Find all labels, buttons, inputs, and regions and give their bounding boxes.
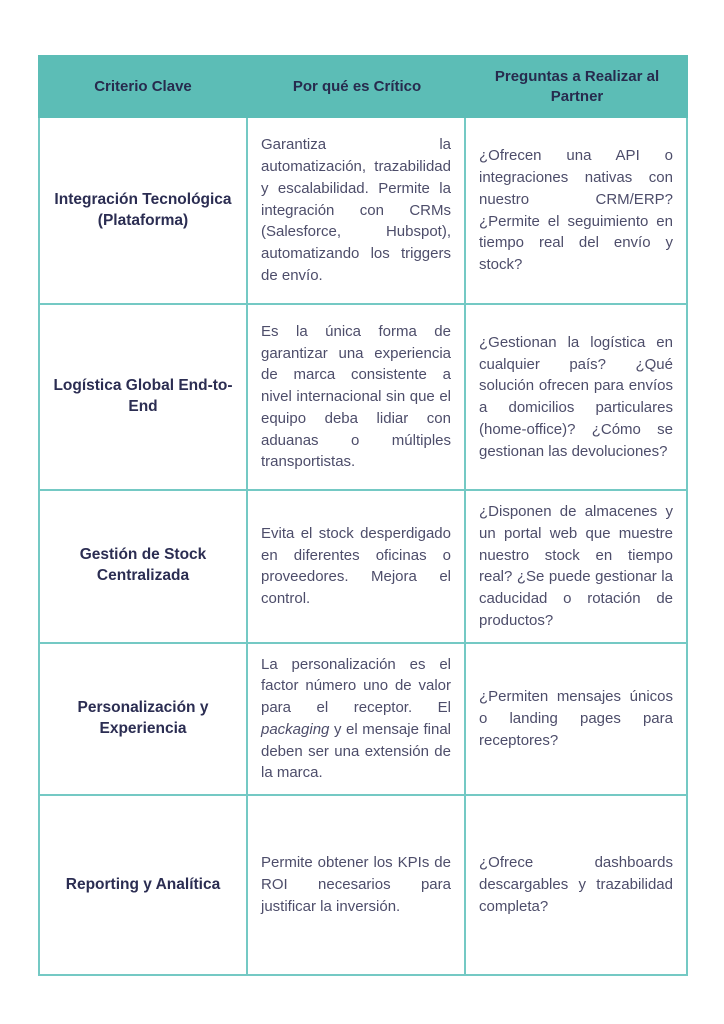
header-preguntas-partner: Preguntas a Realizar al Partner bbox=[494, 68, 660, 105]
header-por-que-es-critico: Por qué es Crítico bbox=[292, 77, 422, 95]
criterio-cell bbox=[40, 796, 248, 974]
preguntas-cell bbox=[466, 118, 686, 305]
critico-cell bbox=[248, 305, 466, 491]
preguntas-cell bbox=[466, 305, 686, 491]
table-row-integracion-tecnologica bbox=[40, 118, 686, 305]
preguntas-cell bbox=[466, 796, 686, 974]
partner-criteria-table bbox=[38, 55, 688, 976]
critico-text: Evita el stock desperdigado en diferentes oficinas o proveedores. Mejora el control. bbox=[261, 524, 451, 607]
critico-text-italic-word: packaging bbox=[261, 720, 330, 738]
criterio-label: Logística Global End-to-End bbox=[53, 377, 233, 415]
criterio-label: Personalización y Experiencia bbox=[77, 698, 209, 737]
criterio-cell bbox=[40, 491, 248, 644]
table-row-logistica-global bbox=[40, 305, 686, 491]
critico-text: Garantiza la automatización, trazabilidad y escalabilidad. Permite la integración con CRMs (Salesforce, Hubspot), automatizando los triggers de envío. bbox=[261, 136, 451, 284]
criterio-cell bbox=[40, 118, 248, 305]
table-row-gestion-stock bbox=[40, 491, 686, 644]
critico-cell bbox=[248, 796, 466, 974]
table-row-reporting-analitica bbox=[40, 796, 686, 974]
criterio-label: Reporting y Analítica bbox=[65, 875, 221, 893]
critico-cell bbox=[248, 644, 466, 797]
critico-text: Permite obtener los KPIs de ROI necesarios para justificar la inversión. bbox=[261, 854, 451, 915]
preguntas-cell bbox=[466, 491, 686, 644]
critico-text-part: y el mensaje final deben ser una extensión de la marca. bbox=[261, 720, 451, 782]
table-row-personalizacion bbox=[40, 644, 686, 797]
table-header-row bbox=[38, 55, 688, 118]
critico-text bbox=[261, 654, 451, 785]
critico-text-part: La personalización es el factor número uno de valor para el receptor. El bbox=[261, 655, 451, 716]
preguntas-text: ¿Disponen de almacenes y un portal web que muestre nuestro stock en tiempo real? ¿Se puede gestionar la caducidad o rotación de productos? bbox=[479, 503, 673, 629]
preguntas-text: ¿Ofrecen una API o integraciones nativas con nuestro CRM/ERP? ¿Permite el seguimiento en tiempo real del envío y stock? bbox=[479, 147, 673, 273]
criterio-cell bbox=[40, 644, 248, 797]
preguntas-text: ¿Ofrece dashboards descargables y trazabilidad completa? bbox=[479, 854, 673, 915]
criterio-label: Integración Tecnológica (Plataforma) bbox=[54, 190, 232, 229]
critico-cell bbox=[248, 491, 466, 644]
criterio-label: Gestión de Stock Centralizada bbox=[79, 546, 207, 585]
criterio-cell bbox=[40, 305, 248, 491]
table-body bbox=[38, 118, 688, 976]
preguntas-cell bbox=[466, 644, 686, 797]
header-criterio-clave: Criterio Clave bbox=[94, 77, 192, 95]
critico-text: Es la única forma de garantizar una experiencia de marca consistente a nivel internacional sin que el equipo deba lidiar con aduanas o múltiples transportistas. bbox=[261, 322, 451, 471]
preguntas-text: ¿Permiten mensajes únicos o landing pages para receptores? bbox=[479, 688, 673, 749]
preguntas-text: ¿Gestionan la logística en cualquier país? ¿Qué solución ofrecen para envíos a domicilios particulares (home-office)? ¿Cómo se gestionan las devoluciones? bbox=[479, 333, 673, 460]
critico-cell bbox=[248, 118, 466, 305]
